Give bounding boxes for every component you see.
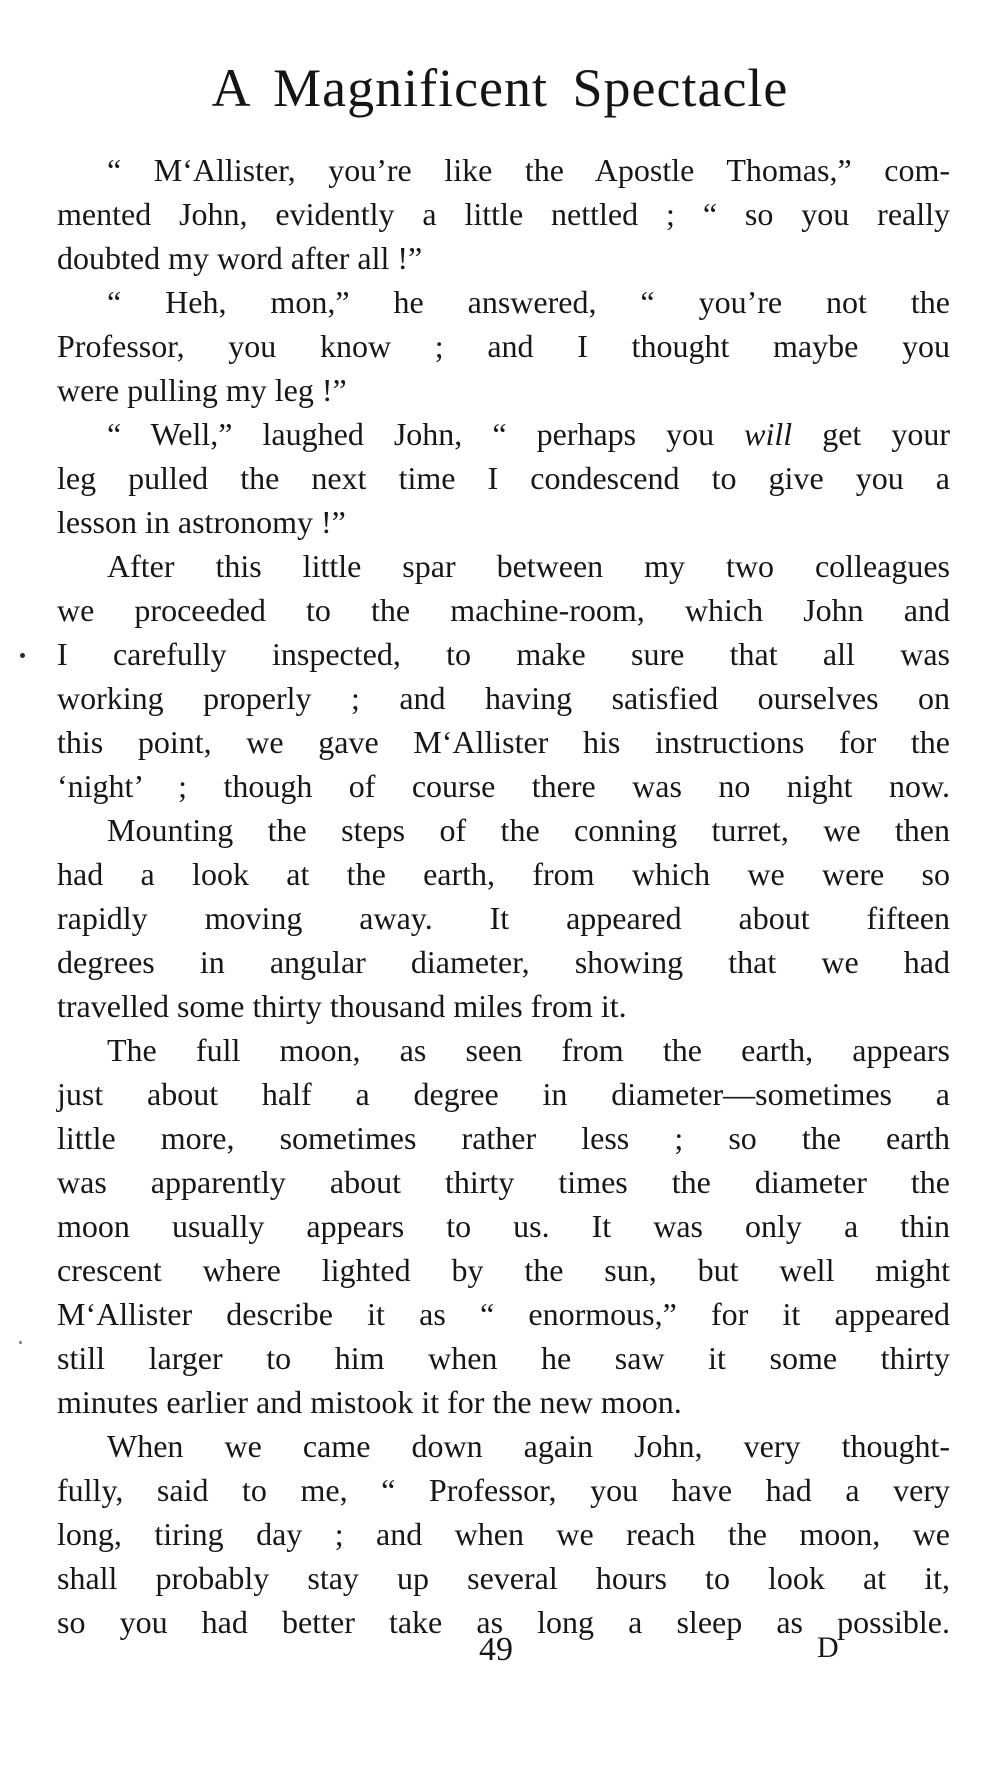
text-line: Mounting the steps of the conning turret, we then [107, 812, 950, 848]
text-line: was apparently about thirty times the diameter the [57, 1164, 950, 1200]
paragraph [57, 544, 950, 808]
page-number: 49 [479, 1631, 513, 1668]
text-line: travelled some thirty thousand miles from it. [57, 988, 627, 1024]
signature-mark: D [817, 1631, 839, 1664]
text-line: M‘Allister describe it as “ enormous,” for it appeared [57, 1296, 950, 1332]
text-line: mented John, evidently a little nettled ; “ so you really [57, 196, 950, 232]
text-line: Professor, you know ; and I thought maybe you [57, 328, 950, 364]
text-line: I carefully inspected, to make sure that all was [57, 636, 950, 672]
text-line: “ Heh, mon,” he answered, “ you’re not the [107, 284, 950, 320]
text-line: “ Well,” laughed John, “ perhaps you will get your [107, 416, 951, 452]
paragraph [57, 148, 950, 280]
print-artifact-dot [19, 1341, 22, 1344]
text-line: leg pulled the next time I condescend to give you a [57, 460, 950, 496]
text-line: little more, sometimes rather less ; so the earth [57, 1120, 950, 1156]
text-line: “ M‘Allister, you’re like the Apostle Thomas,” com- [107, 152, 950, 188]
text-line: were pulling my leg !” [57, 372, 347, 408]
text-line: fully, said to me, “ Professor, you have had a very [57, 1472, 950, 1508]
text-line: lesson in astronomy !” [57, 504, 346, 540]
text-line: shall probably stay up several hours to look at it, [57, 1560, 950, 1596]
text-line: had a look at the earth, from which we were so [57, 856, 950, 892]
text-line: degrees in angular diameter, showing that we had [57, 944, 950, 980]
text-line: still larger to him when he saw it some thirty [57, 1340, 950, 1376]
paragraph [57, 1028, 950, 1424]
paragraph [57, 280, 950, 412]
text-line: so you had better take as long a sleep as possible. [57, 1604, 950, 1640]
text-line: rapidly moving away. It appeared about fifteen [57, 900, 950, 936]
text-line: doubted my word after all !” [57, 240, 423, 276]
text-line: we proceeded to the machine-room, which John and [57, 592, 950, 628]
text-line: crescent where lighted by the sun, but well might [57, 1252, 950, 1288]
text-line: ‘night’ ; though of course there was no night now. [57, 768, 950, 804]
text-line: After this little spar between my two colleagues [107, 548, 950, 584]
text-line: long, tiring day ; and when we reach the moon, we [57, 1516, 950, 1552]
chapter-title: A Magnificent Spectacle [211, 58, 789, 118]
text-line: The full moon, as seen from the earth, appears [107, 1032, 950, 1068]
text-line: moon usually appears to us. It was only a thin [57, 1208, 950, 1244]
print-artifact-dot [20, 653, 25, 658]
text-line: working properly ; and having satisfied ourselves on [57, 680, 950, 716]
text-line: minutes earlier and mistook it for the new moon. [57, 1384, 682, 1420]
text-line: When we came down again John, very thought- [107, 1428, 950, 1464]
text-block [57, 148, 950, 1644]
paragraph [57, 808, 950, 1028]
paragraph [57, 412, 950, 544]
text-line: this point, we gave M‘Allister his instructions for the [57, 724, 950, 760]
paragraph [57, 1424, 950, 1644]
text-line: just about half a degree in diameter—sometimes a [57, 1076, 950, 1112]
